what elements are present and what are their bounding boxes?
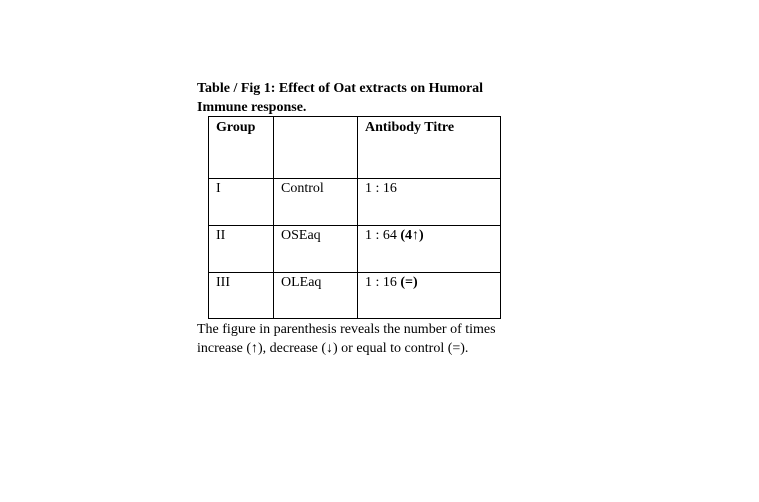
header-antibody-titre: Antibody Titre xyxy=(358,117,501,179)
header-group: Group xyxy=(209,117,274,179)
table-row xyxy=(209,273,501,319)
cell-group: II xyxy=(209,226,274,273)
cell-treatment: Control xyxy=(274,179,358,226)
footnote-line-1: The figure in parenthesis reveals the number of times xyxy=(197,322,496,337)
caption-line-1: Table / Fig 1: Effect of Oat extracts on Humoral xyxy=(197,81,484,96)
table-row xyxy=(209,179,501,226)
table-footnote xyxy=(197,320,557,358)
cell-treatment: OLEaq xyxy=(274,273,358,319)
cell-group: I xyxy=(209,179,274,226)
table-header-row xyxy=(209,117,501,179)
titre-change: (4↑) xyxy=(400,228,424,243)
cell-titre xyxy=(358,273,501,319)
table-caption xyxy=(197,79,542,117)
antibody-titre-table xyxy=(208,116,501,319)
header-treatment xyxy=(274,117,358,179)
footnote-line-2: increase (↑), decrease (↓) or equal to control (=). xyxy=(197,341,469,356)
cell-group: III xyxy=(209,273,274,319)
titre-change: (=) xyxy=(400,275,418,290)
titre-value: 1 : 16 xyxy=(365,181,397,196)
cell-titre xyxy=(358,226,501,273)
titre-value: 1 : 16 xyxy=(365,275,397,290)
cell-treatment: OSEaq xyxy=(274,226,358,273)
caption-line-2: Immune response. xyxy=(197,100,307,115)
table-row xyxy=(209,226,501,273)
cell-titre xyxy=(358,179,501,226)
titre-value: 1 : 64 xyxy=(365,228,397,243)
